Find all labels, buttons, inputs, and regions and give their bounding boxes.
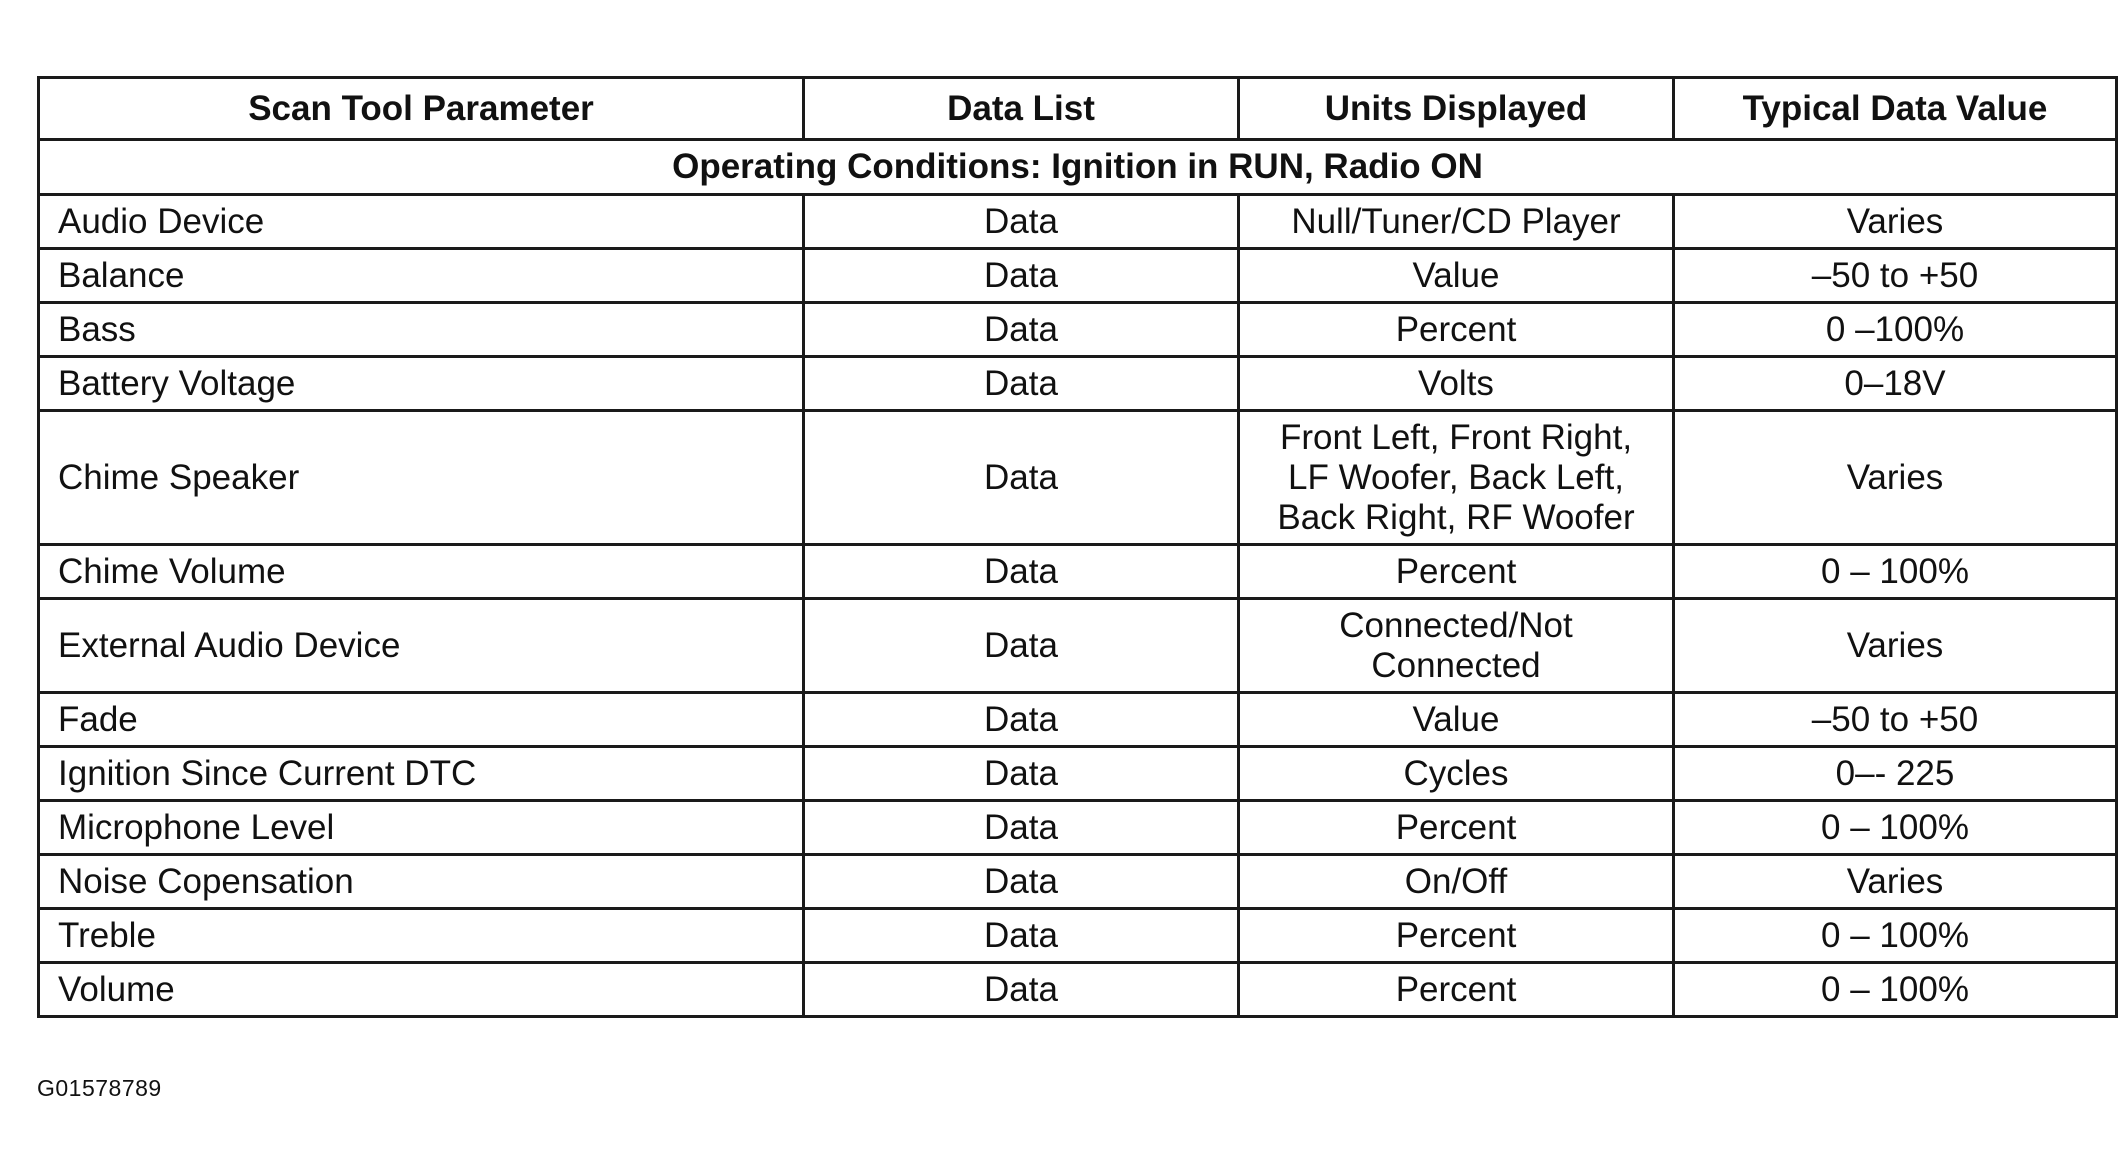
units-cell: Percent <box>1239 545 1674 599</box>
typical-value-cell: 0–18V <box>1674 357 2117 411</box>
parameter-cell: Treble <box>39 909 804 963</box>
data-list-cell: Data <box>804 909 1239 963</box>
parameter-cell: Volume <box>39 963 804 1017</box>
units-cell: Value <box>1239 249 1674 303</box>
parameter-cell: Balance <box>39 249 804 303</box>
table-row <box>39 545 2117 599</box>
units-cell: Percent <box>1239 303 1674 357</box>
parameter-cell: Battery Voltage <box>39 357 804 411</box>
data-list-cell: Data <box>804 599 1239 693</box>
units-cell: Percent <box>1239 909 1674 963</box>
header-units-displayed: Units Displayed <box>1239 78 1674 140</box>
units-cell: Value <box>1239 693 1674 747</box>
figure-id-label: G01578789 <box>37 1075 162 1101</box>
typical-value-cell: 0 – 100% <box>1674 963 2117 1017</box>
table-row <box>39 357 2117 411</box>
operating-conditions-row <box>39 140 2117 195</box>
parameter-cell: Bass <box>39 303 804 357</box>
data-list-cell: Data <box>804 195 1239 249</box>
table-row <box>39 747 2117 801</box>
typical-value-cell: 0 – 100% <box>1674 909 2117 963</box>
typical-value-cell: Varies <box>1674 195 2117 249</box>
table-row <box>39 963 2117 1017</box>
typical-value-cell: Varies <box>1674 855 2117 909</box>
data-list-cell: Data <box>804 303 1239 357</box>
data-list-cell: Data <box>804 855 1239 909</box>
header-scan-tool-parameter: Scan Tool Parameter <box>39 78 804 140</box>
table-row <box>39 855 2117 909</box>
data-list-cell: Data <box>804 747 1239 801</box>
parameter-cell: Chime Volume <box>39 545 804 599</box>
data-list-cell: Data <box>804 545 1239 599</box>
units-cell: Cycles <box>1239 747 1674 801</box>
typical-value-cell: 0 – 100% <box>1674 545 2117 599</box>
parameter-cell: Chime Speaker <box>39 411 804 545</box>
typical-value-cell: –50 to +50 <box>1674 249 2117 303</box>
header-row <box>39 78 2117 140</box>
parameter-cell: Audio Device <box>39 195 804 249</box>
data-list-cell: Data <box>804 963 1239 1017</box>
units-cell: Connected/Not Connected <box>1239 599 1674 693</box>
units-cell: Null/Tuner/CD Player <box>1239 195 1674 249</box>
typical-value-cell: Varies <box>1674 411 2117 545</box>
data-list-cell: Data <box>804 357 1239 411</box>
parameter-cell: Fade <box>39 693 804 747</box>
table-row <box>39 411 2117 545</box>
operating-conditions: Operating Conditions: Ignition in RUN, Radio ON <box>39 140 2117 195</box>
units-cell: Percent <box>1239 801 1674 855</box>
typical-value-cell: 0 – 100% <box>1674 801 2117 855</box>
parameter-cell: External Audio Device <box>39 599 804 693</box>
typical-value-cell: 0 –100% <box>1674 303 2117 357</box>
typical-value-cell: Varies <box>1674 599 2117 693</box>
units-cell: On/Off <box>1239 855 1674 909</box>
data-list-cell: Data <box>804 249 1239 303</box>
header-typical-data-value: Typical Data Value <box>1674 78 2117 140</box>
header-data-list: Data List <box>804 78 1239 140</box>
table-row <box>39 909 2117 963</box>
units-cell: Volts <box>1239 357 1674 411</box>
units-cell: Percent <box>1239 963 1674 1017</box>
data-list-cell: Data <box>804 801 1239 855</box>
data-list-cell: Data <box>804 411 1239 545</box>
table-row <box>39 801 2117 855</box>
parameter-cell: Ignition Since Current DTC <box>39 747 804 801</box>
parameter-cell: Noise Copensation <box>39 855 804 909</box>
table-row <box>39 303 2117 357</box>
table-row <box>39 599 2117 693</box>
units-cell: Front Left, Front Right, LF Woofer, Back Left, Back Right, RF Woofer <box>1239 411 1674 545</box>
parameter-cell: Microphone Level <box>39 801 804 855</box>
table-row <box>39 249 2117 303</box>
typical-value-cell: 0–- 225 <box>1674 747 2117 801</box>
table-row <box>39 195 2117 249</box>
data-list-cell: Data <box>804 693 1239 747</box>
typical-value-cell: –50 to +50 <box>1674 693 2117 747</box>
table-row <box>39 693 2117 747</box>
scan-tool-data-table <box>37 76 2118 1018</box>
